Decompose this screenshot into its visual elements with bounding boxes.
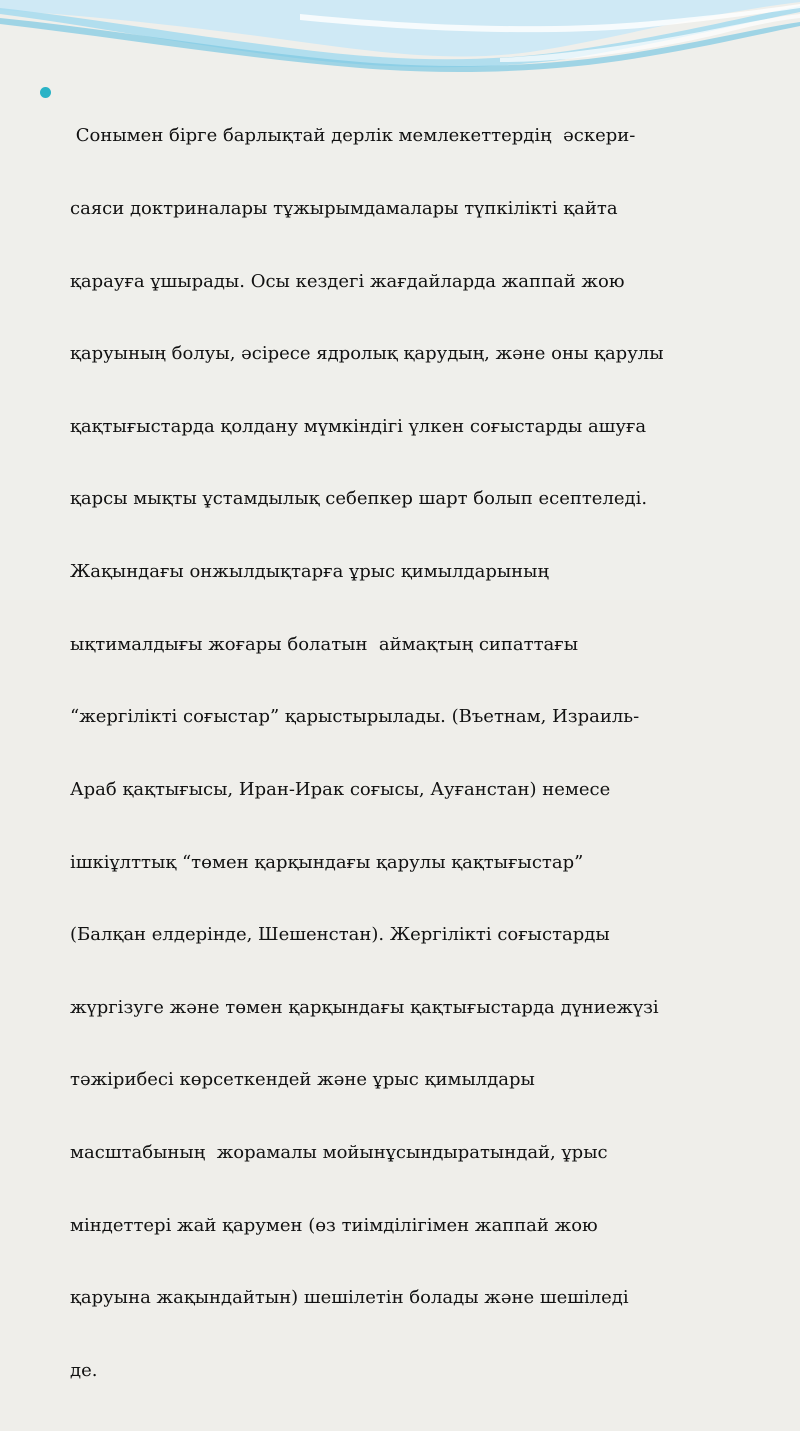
paragraph-line: Жақындағы онжылдықтарға ұрыс қимылдарының — [70, 561, 550, 583]
paragraph-line: “жергілікті соғыстар” қарыстырылады. (Въетнам, Израиль- — [70, 706, 640, 728]
paragraph-line: саяси доктриналары тұжырымдамалары түпкілікті қайта — [70, 198, 618, 220]
paragraph-line: (Балқан елдерінде, Шешенстан). Жергілікті соғыстарды — [70, 924, 610, 946]
paragraph-line: міндеттері жай қарумен (өз тиімділігімен жаппай жою — [70, 1214, 598, 1236]
paragraph-line: қақтығыстарда қолдану мүмкіндігі үлкен соғыстарды ашуға — [70, 415, 647, 437]
paragraph-line: Араб қақтығысы, Иран-Ирак соғысы, Ауғанстан) немесе — [70, 778, 611, 800]
paragraph-line: жүргізуге және төмен қарқындағы қақтығыстарда дүниежүзі — [70, 996, 659, 1018]
paragraph-line: масштабының жорамалы мойынұсындыратындай, ұрыс — [70, 1141, 608, 1163]
paragraph-line: тәжірибесі көрсеткендей және ұрыс қимылдары — [70, 1069, 535, 1091]
wave-decoration — [0, 0, 800, 80]
paragraph-line: Сонымен бірге барлықтай дерлік мемлекеттердің әскери- — [70, 125, 636, 147]
paragraph-line: ықтималдығы жоғары болатын аймақтың сипаттағы — [70, 633, 579, 655]
paragraph-line: қаруына жақындайтын) шешілетін болады және шешіледі — [70, 1287, 629, 1309]
paragraph-line: қарауға ұшырады. Осы кездегі жағдайларда жаппай жою — [70, 270, 625, 292]
round-bullet-icon — [40, 87, 51, 98]
body-paragraph — [70, 76, 750, 1431]
paragraph-line: ішкіұлттық “төмен қарқындағы қарулы қақтығыстар” — [70, 851, 584, 873]
paragraph-line: қаруының болуы, әсіресе ядролық қарудың, және оны қарулы — [70, 343, 664, 365]
paragraph-line: қарсы мықты ұстамдылық себепкер шарт болып есептеледі. — [70, 488, 648, 510]
paragraph-line: де. — [70, 1359, 98, 1381]
